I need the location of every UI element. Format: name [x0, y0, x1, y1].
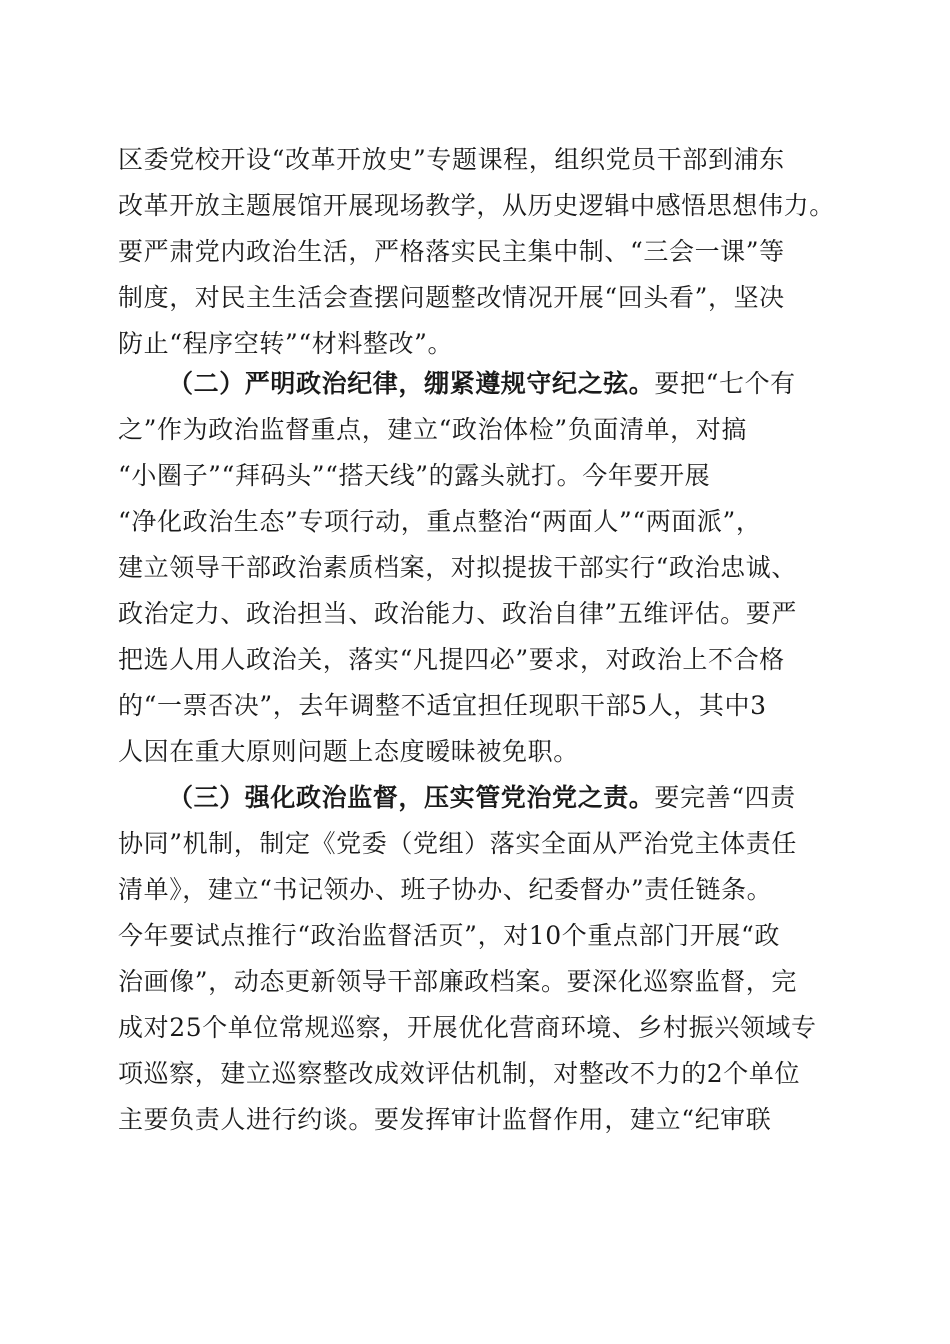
paragraph-line: 要严肃党内政治生活，严格落实民主集中制、“三会一课”等 [118, 237, 785, 266]
paragraph-line: 主要负责人进行约谈。要发挥审计监督作用，建立“纪审联 [118, 1105, 772, 1134]
paragraph-line: 之”作为政治监督重点，建立“政治体检”负面清单，对搞 [118, 415, 747, 444]
paragraph-line: “小圈子”“拜码头”“搭天线”的露头就打。今年要开展 [118, 461, 711, 490]
paragraph-line: 把选人用人政治关，落实“凡提四必”要求，对政治上不合格 [118, 645, 785, 674]
paragraph-line: 政治定力、政治担当、政治能力、政治自律”五维评估。要严 [118, 599, 797, 628]
paragraph-line: 建立领导干部政治素质档案，对拟提拔干部实行“政治忠诚、 [118, 553, 797, 582]
paragraph-line: 协同”机制，制定《党委（党组）落实全面从严治党主体责任 [118, 829, 797, 858]
paragraph-line: 制度，对民主生活会查摆问题整改情况开展“回头看”，坚决 [118, 283, 785, 312]
paragraph-line: 防止“程序空转”“材料整改”。 [118, 329, 454, 358]
section-2-lead-text: 要把“七个有 [654, 369, 796, 398]
paragraph-line: 成对25个单位常规巡察，开展优化营商环境、乡村振兴领域专 [118, 1013, 817, 1042]
paragraph-line: “净化政治生态”专项行动，重点整治“两面人”“两面派”， [118, 507, 762, 536]
paragraph-line: 今年要试点推行“政治监督活页”，对10个重点部门开展“政 [118, 921, 780, 950]
paragraph-line: 的“一票否决”，去年调整不适宜担任现职干部5人，其中3 [118, 691, 767, 720]
paragraph-line: 改革开放主题展馆开展现场教学，从历史逻辑中感悟思想伟力。 [118, 191, 835, 220]
section-3-heading: （三）强化政治监督，压实管党治党之责。 [168, 783, 655, 812]
paragraph-line: 区委党校开设“改革开放史”专题课程，组织党员干部到浦东 [118, 145, 785, 174]
section-2-first-line [168, 362, 838, 406]
section-2-heading: （二）严明政治纪律，绷紧遵规守纪之弦。 [168, 369, 655, 398]
section-3-first-line [168, 776, 838, 820]
section-3-lead-text: 要完善“四责 [654, 783, 796, 812]
paragraph-line: 人因在重大原则问题上态度暧昧被免职。 [118, 737, 579, 766]
paragraph-line: 项巡察，建立巡察整改成效评估机制，对整改不力的2个单位 [118, 1059, 801, 1088]
paragraph-line: 治画像”，动态更新领导干部廉政档案。要深化巡察监督，完 [118, 967, 797, 996]
paragraph-line: 清单》，建立“书记领办、班子协办、纪委督办”责任链条。 [118, 875, 773, 904]
